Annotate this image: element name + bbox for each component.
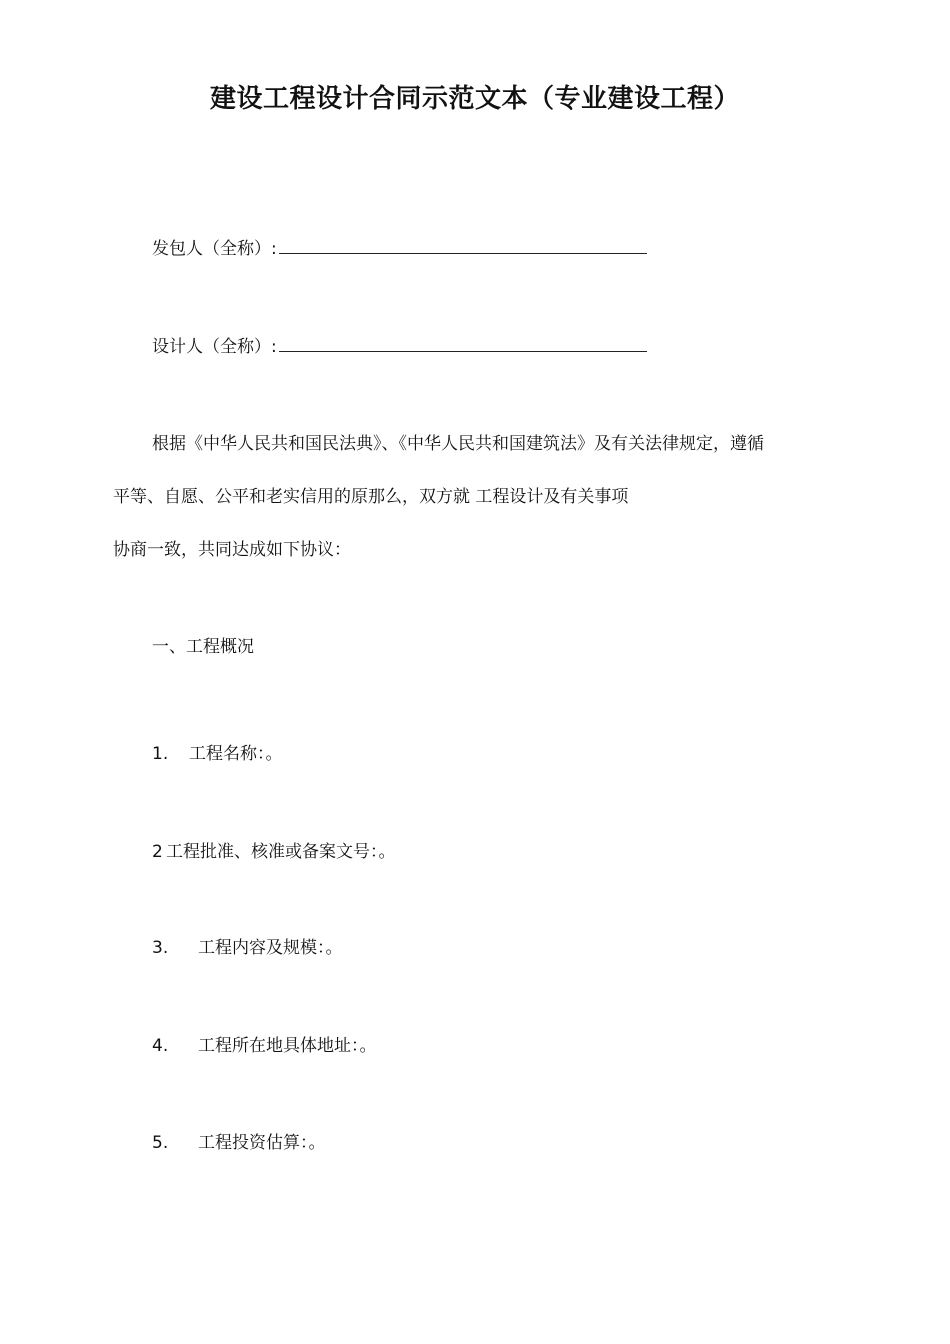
preamble-line-1: 根据《中华人民共和国民法典》、《中华人民共和国建筑法》及有关法律规定，遵循 xyxy=(152,434,764,454)
designer-label: 设计人（全称）: xyxy=(152,337,277,357)
item-text: 工程名称：。 xyxy=(189,744,283,764)
employer-blank xyxy=(279,236,647,254)
list-item xyxy=(152,1131,326,1155)
item-number: 2 xyxy=(152,842,163,862)
document-title: 建设工程设计合同示范文本（专业建设工程） xyxy=(209,84,740,114)
item-number: 4. xyxy=(152,1036,169,1056)
item-text: 工程批准、核准或备案文号：。 xyxy=(166,842,396,862)
section-heading: 一、工程概况 xyxy=(152,637,254,657)
list-item xyxy=(152,936,343,960)
item-text: 工程所在地具体地址：。 xyxy=(198,1036,377,1056)
item-text: 工程内容及规模：。 xyxy=(198,938,343,958)
preamble-line-2: 平等、自愿、公平和老实信用的原那么，双方就 工程设计及有关事项 xyxy=(113,487,629,507)
list-item xyxy=(152,742,283,766)
item-number: 1. xyxy=(152,744,169,764)
list-item xyxy=(152,1034,377,1058)
employer-label: 发包人（全称）: xyxy=(152,239,277,259)
preamble-line-3: 协商一致，共同达成如下协议： xyxy=(113,540,351,560)
item-text: 工程投资估算：。 xyxy=(198,1133,326,1153)
list-item xyxy=(152,840,396,864)
designer-field xyxy=(152,334,647,359)
item-number: 3. xyxy=(152,938,169,958)
employer-field xyxy=(152,236,647,261)
item-number: 5. xyxy=(152,1133,169,1153)
designer-blank xyxy=(279,334,647,352)
